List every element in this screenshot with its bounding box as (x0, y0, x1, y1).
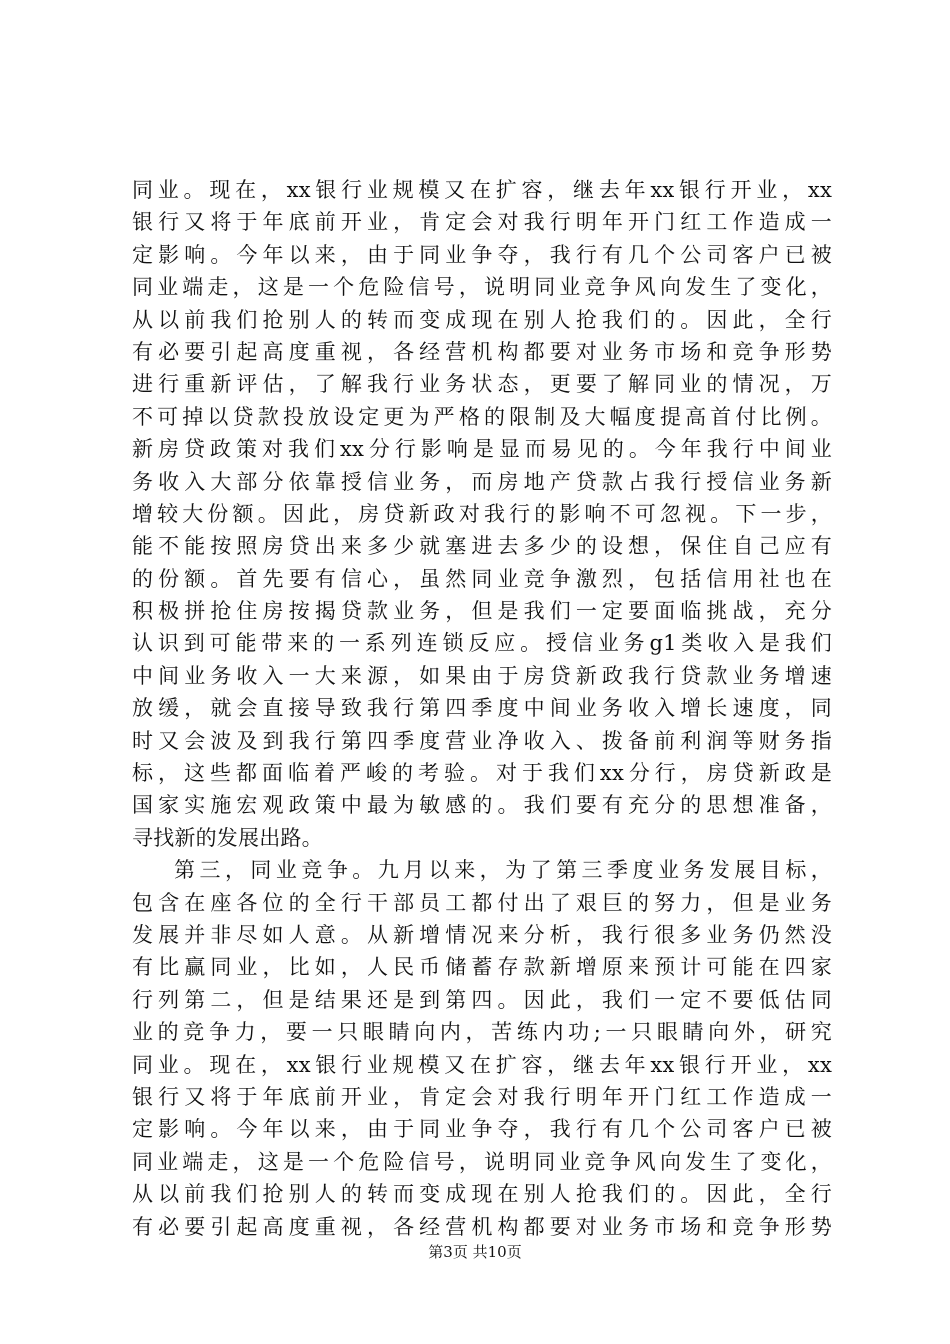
text-line: 新房贷政策对我们xx分行影响是显而易见的。今年我行中间业 (132, 437, 832, 462)
text-line: 不可掉以贷款投放设定更为严格的限制及大幅度提高首付比例。 (132, 404, 832, 429)
text-line: 银行又将于年底前开业，肯定会对我行明年开门红工作造成一 (132, 1084, 832, 1109)
text-line: 务收入大部分依靠授信业务，而房地产贷款占我行授信业务新 (132, 469, 832, 494)
text-line: 国家实施宏观政策中最为敏感的。我们要有充分的思想准备， (132, 793, 832, 818)
text-line: 积极拼抢住房按揭贷款业务，但是我们一定要面临挑战，充分 (132, 599, 832, 624)
text-line: 有必要引起高度重视，各经营机构都要对业务市场和竞争形势 (132, 1214, 832, 1239)
text-line: 进行重新评估，了解我行业务状态，更要了解同业的情况，万 (132, 372, 832, 397)
text-line: 能不能按照房贷出来多少就塞进去多少的设想，保住自己应有 (132, 534, 832, 559)
text-line: 认识到可能带来的一系列连锁反应。授信业务g1类收入是我们 (132, 631, 832, 656)
text-line: 从以前我们抢别人的转而变成现在别人抢我们的。因此，全行 (132, 1182, 832, 1207)
text-line: 行列第二，但是结果还是到第四。因此，我们一定不要低估同 (132, 987, 832, 1012)
text-line: 同业。现在，xx银行业规模又在扩容，继去年xx银行开业，xx (132, 178, 832, 202)
text-line: 同业端走，这是一个危险信号，说明同业竞争风向发生了变化， (132, 275, 832, 300)
text-line: 包含在座各位的全行干部员工都付出了艰巨的努力，但是业务 (132, 890, 832, 915)
text-line: 的份额。首先要有信心，虽然同业竞争激烈，包括信用社也在 (132, 566, 832, 591)
text-line: 银行又将于年底前开业，肯定会对我行明年开门红工作造成一 (132, 210, 832, 235)
paragraph-start-line: 第三，同业竞争。九月以来，为了第三季度业务发展目标， (174, 858, 832, 883)
text-line: 时又会波及到我行第四季度营业净收入、拨备前利润等财务指 (132, 728, 832, 753)
text-line: 有比赢同业，比如，人民币储蓄存款新增原来预计可能在四家 (132, 955, 832, 980)
text-line: 业的竞争力，要一只眼睛向内，苦练内功;一只眼睛向外，研究 (132, 1020, 832, 1045)
text-line: 定影响。今年以来，由于同业争夺，我行有几个公司客户已被 (132, 242, 832, 267)
paragraph-end-line: 寻找新的发展出路。 (132, 825, 323, 850)
text-line: 同业。现在，xx银行业规模又在扩容，继去年xx银行开业，xx (132, 1052, 832, 1077)
text-line: 标，这些都面临着严峻的考验。对于我们xx分行，房贷新政是 (132, 761, 832, 786)
text-line: 增较大份额。因此，房贷新政对我行的影响不可忽视。下一步， (132, 501, 832, 526)
text-line: 同业端走，这是一个危险信号，说明同业竞争风向发生了变化， (132, 1149, 832, 1174)
text-line: 从以前我们抢别人的转而变成现在别人抢我们的。因此，全行 (132, 307, 832, 332)
text-line: 放缓，就会直接导致我行第四季度中间业务收入增长速度，同 (132, 696, 832, 721)
page-number-footer: 第3页 共10页 (428, 1243, 522, 1261)
document-body (132, 174, 832, 1243)
text-line: 发展并非尽如人意。从新增情况来分析，我行很多业务仍然没 (132, 922, 832, 947)
text-line: 定影响。今年以来，由于同业争夺，我行有几个公司客户已被 (132, 1117, 832, 1142)
text-line: 有必要引起高度重视，各经营机构都要对业务市场和竞争形势 (132, 339, 832, 364)
text-line: 中间业务收入一大来源，如果由于房贷新政我行贷款业务增速 (132, 663, 832, 688)
